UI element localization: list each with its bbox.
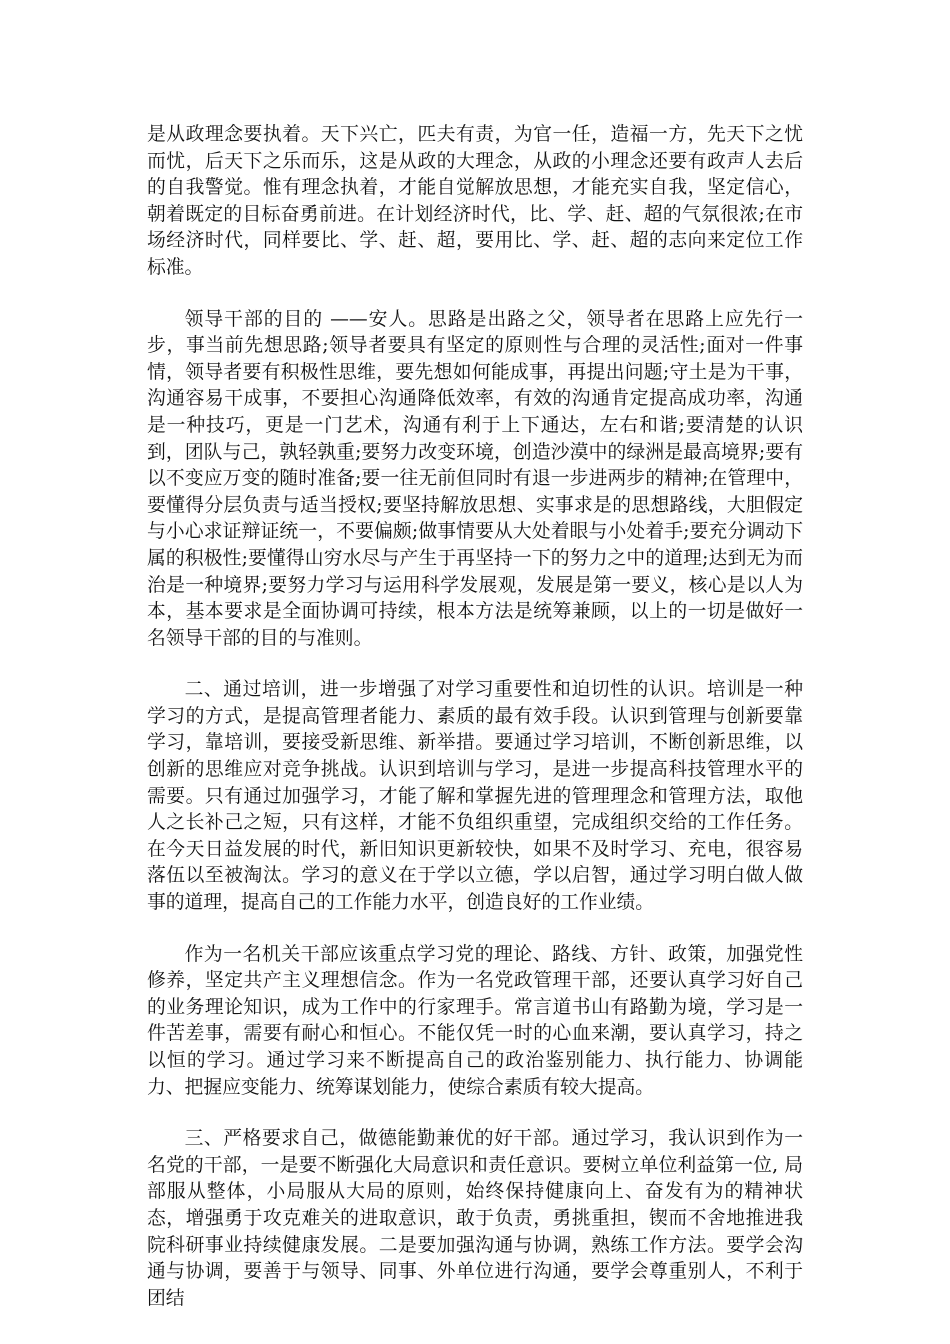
paragraph-1: 是从政理念要执着。天下兴亡，匹夫有责，为官一任，造福一方，先天下之忧而忧，后天下之乐而乐，这是从政的大理念，从政的小理念还要有政声人去后的自我警觉。惟有理念执着，才能自觉解放思想，才能充实自我，坚定信心，朝着既定的目标奋勇前进。在计划经济时代，比、学、赶、超的气氛很浓;在市场经济时代，同样要比、学、赶、超，要用比、学、赶、超的志向来定位工作标准。 <box>147 124 803 278</box>
paragraph-5: 三、严格要求自己，做德能勤兼优的好干部。通过学习，我认识到作为一名党的干部，一是要不断强化大局意识和责任意识。要树立单位利益第一位, 局部服从整体，小局服从大局的原则，始终保持健康向上、奋发有为的精神状态，增强勇于攻克难关的进取意识，敢于负责，勇挑重担，锲而不舍地推进我院科研事业持续健康发展。二是要加强沟通与协调，熟练工作方法。要学会沟通与协调，要善于与领导、同事、外单位进行沟通，要学会尊重别人，不利于团结 <box>147 1128 803 1309</box>
paragraph-3: 二、通过培训，进一步增强了对学习重要性和迫切性的认识。培训是一种学习的方式，是提高管理者能力、素质的最有效手段。认识到管理与创新要靠学习，靠培训，要接受新思维、新举措。要通过学习培训，不断创新思维，以创新的思维应对竞争挑战。认识到培训与学习，是进一步提高科技管理水平的需要。只有通过加强学习，才能了解和掌握先进的管理理念和管理方法，取他人之长补己之短，只有这样，才能不负组织重望，完成组织交给的工作任务。在今天日益发展的时代，新旧知识更新较快，如果不及时学习、充电，很容易落伍以至被淘汰。学习的意义在于学以立德，学以启智，通过学习明白做人做事的道理，提高自己的工作能力水平，创造良好的工作业绩。 <box>147 679 803 914</box>
document-page <box>147 122 803 1312</box>
paragraph-2: 领导干部的目的 ——安人。思路是出路之父，领导者在思路上应先行一步，事当前先想思路;领导者要具有坚定的原则性与合理的灵活性;面对一件事情，领导者要有积极性思维，要先想如何能成事，再提出问题;守土是为干事，沟通容易干成事，不要担心沟通降低效率，有效的沟通肯定提高成功率，沟通是一种技巧，更是一门艺术，沟通有利于上下通达，左右和谐;要清楚的认识到，团队与己，孰轻孰重;要努力改变环境，创造沙漠中的绿洲是最高境界;要有以不变应万变的随时准备;要一往无前但同时有退一步进两步的精神;在管理中，要懂得分层负责与适当授权;要坚持解放思想、实事求是的思想路线，大胆假定与小心求证辩证统一，不要偏颇;做事情要从大处着眼与小处着手;要充分调动下属的积极性;要懂得山穷水尽与产生于再坚持一下的努力之中的道理;达到无为而治是一种境界;要努力学习与运用科学发展观，发展是第一要义，核心是以人为本，基本要求是全面协调可持续，根本方法是统筹兼顾，以上的一切是做好一名领导干部的目的与准则。 <box>147 308 803 649</box>
paragraph-4: 作为一名机关干部应该重点学习党的理论、路线、方针、政策，加强党性修养，坚定共产主义理想信念。作为一名党政管理干部，还要认真学习好自己的业务理论知识，成为工作中的行家理手。常言道书山有路勤为境，学习是一件苦差事，需要有耐心和恒心。不能仅凭一时的心血来潮，要认真学习，持之以恒的学习。通过学习来不断提高自己的政治鉴别能力、执行能力、协调能力、把握应变能力、统筹谋划能力，使综合素质有较大提高。 <box>147 943 803 1098</box>
